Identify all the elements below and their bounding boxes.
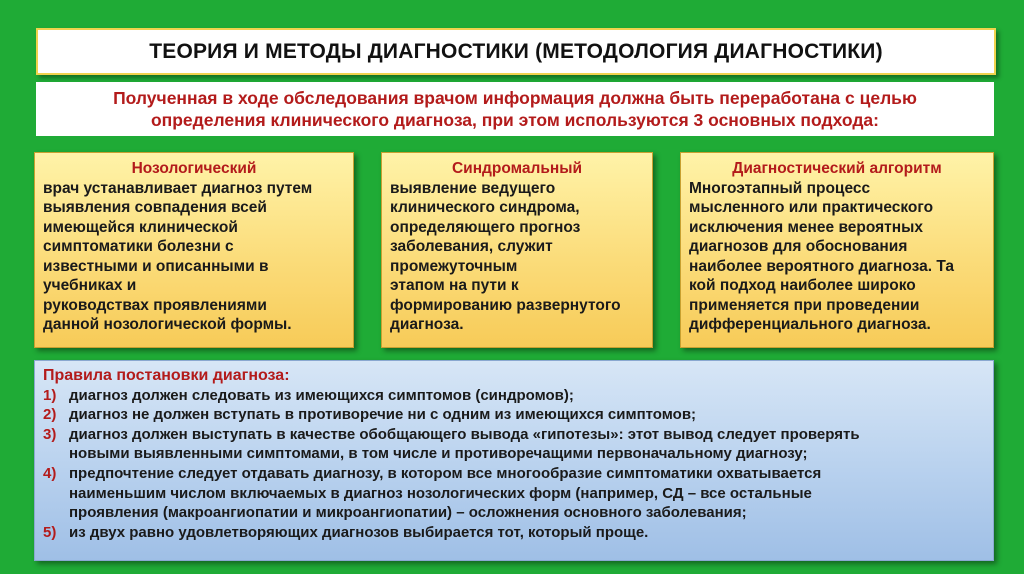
approach-heading: Синдромальный	[451, 160, 583, 177]
approach-text: врач устанавливает диагноз путем выявления совпадения всей имеющейся клинической симптоматики болезни с известными и описанными в учебниках и руководствах проявлениями данной нозологической формы.	[43, 179, 313, 333]
rule-number: 4)	[43, 464, 57, 482]
rule-item	[43, 425, 985, 464]
diagnosis-rules-box	[34, 360, 994, 561]
rule-item	[43, 523, 985, 543]
rule-number: 3)	[43, 425, 57, 443]
rule-text: диагноз должен следовать из имеющихся симптомов (синдромов);	[69, 386, 574, 404]
approach-card-algorithm	[680, 152, 994, 348]
rule-item	[43, 405, 985, 425]
intro-text	[36, 82, 994, 136]
rule-number: 1)	[43, 386, 57, 404]
rule-text: диагноз должен выступать в качестве обобщающего вывода «гипотезы»: этот вывод следует проверять новыми выявленными симптомами, в том числе и противоречащими первоначальному диагнозу;	[69, 425, 860, 463]
approach-heading: Нозологический	[131, 160, 257, 177]
rule-text: из двух равно удовлетворяющих диагнозов выбирается тот, который проще.	[69, 523, 649, 541]
rule-number: 5)	[43, 523, 57, 541]
rules-heading: Правила постановки диагноза:	[43, 367, 290, 384]
approach-text: выявление ведущего клинического синдрома, определяющего прогноз заболевания, служит промежуточным этапом на пути к формированию развернутого диагноза.	[390, 179, 621, 333]
approach-heading: Диагностический алгоритм	[732, 160, 942, 177]
rule-item	[43, 386, 985, 406]
intro-text-content: Полученная в ходе обследования врачом информация должна быть переработана с целью определения клинического диагноза, при этом используются 3 основных подхода:	[113, 88, 917, 130]
rule-text: диагноз не должен вступать в противоречие ни с одним из имеющихся симптомов;	[69, 406, 697, 424]
rule-text: предпочтение следует отдавать диагнозу, в котором все многообразие симптоматики охватывается наименьшим числом включаемых в диагноз нозологических форм (например, СД – все остальные проявления (макроангиопатии и микроангиопатии) – осложнения основного заболевания;	[69, 464, 822, 522]
rule-number: 2)	[43, 406, 57, 424]
slide-title: ТЕОРИЯ И МЕТОДЫ ДИАГНОСТИКИ (МЕТОДОЛОГИЯ ДИАГНОСТИКИ)	[36, 28, 996, 75]
approach-text: Многоэтапный процесс мысленного или практического исключения менее вероятных диагнозов для обоснования наиболее вероятного диагноза. Та кой подход наиболее широко применяется при проведении дифференциального диагноза.	[689, 179, 955, 333]
approach-card-syndromic	[381, 152, 653, 348]
approach-card-nosological	[34, 152, 354, 348]
rule-item	[43, 464, 985, 523]
